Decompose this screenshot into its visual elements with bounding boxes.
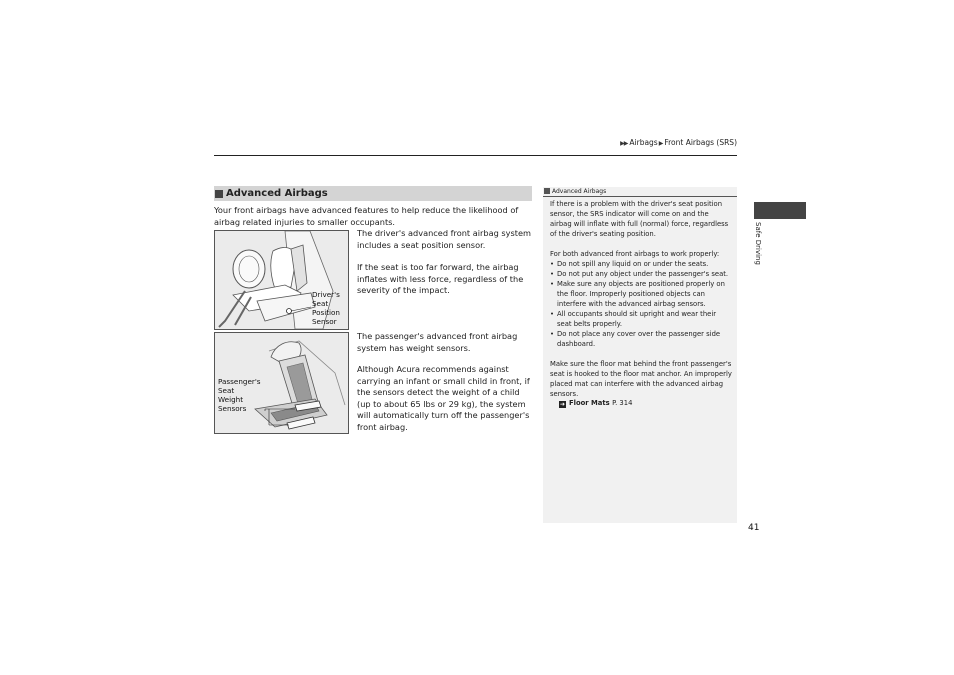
list-item: • Make sure any objects are positioned properly on the floor. Improperly positioned objects can interfere with the advanced airbag sensors. [550,279,732,309]
xref-label: Floor Mats [569,399,610,407]
driver-paragraph-1: The driver's advanced front airbag system includes a seat position sensor. [357,228,531,250]
sidebar-paragraph-2: For both advanced front airbags to work properly: [550,250,720,258]
breadcrumb-item-front-airbags[interactable]: Front Airbags (SRS) [664,138,737,147]
passenger-sensor-label: Passenger's Seat Weight Sensors [218,377,261,413]
intro-paragraph: Your front airbags have advanced features to help reduce the likelihood of airbag related injuries to smaller occupants. [214,205,519,227]
passenger-paragraph-2: Although Acura recommends against carrying an infant or small child in front, if the sensors detect the weight of a child (up to about 65 lbs or 29 kg), the system will automatically turn off the passenger's front airbag. [357,364,530,432]
triangle-icon: ▶ [658,140,663,147]
list-item: • Do not place any cover over the passenger side dashboard. [550,329,732,349]
sidebar-paragraph-1: If there is a problem with the driver's seat position sensor, the SRS indicator will come on and the airbag will inflate with full (normal) force, regardless of the driver's seating position. [550,200,729,238]
driver-paragraph-2: If the seat is too far forward, the airbag inflates with less force, regardless of the severity of the impact. [357,262,524,295]
section-tab[interactable] [754,202,806,219]
square-bullet-icon [215,190,223,198]
sidebar-paragraph-3: Make sure the floor mat behind the front passenger's seat is hooked to the floor mat anchor. An improperly placed mat can interfere with the advanced airbag sensors. [550,360,732,398]
passenger-paragraph-1: The passenger's advanced front airbag system has weight sensors. [357,331,518,353]
page-number: 41 [748,523,760,533]
xref-page: P. 314 [612,399,633,407]
floor-mats-link[interactable] [559,398,741,408]
cross-reference-arrow-icon: ➜ [559,401,566,408]
list-item: • Do not spill any liquid on or under the seats. [550,259,732,269]
sidebar-heading: Advanced Airbags [543,186,737,197]
section-heading [214,186,532,201]
note-icon [544,188,550,194]
header-rule [214,155,737,156]
list-item: • Do not put any object under the passenger's seat. [550,269,732,279]
double-triangle-icon: ▶▶ [620,140,628,147]
section-title: Advanced Airbags [226,188,328,199]
section-tab-label: Safe Driving [754,222,762,265]
breadcrumb [560,138,737,147]
sidebar-bullet-list [550,259,732,349]
breadcrumb-item-airbags[interactable]: Airbags [629,138,658,147]
driver-sensor-label: Driver's Seat Position Sensor [312,290,340,326]
list-item: • All occupants should sit upright and wear their seat belts properly. [550,309,732,329]
